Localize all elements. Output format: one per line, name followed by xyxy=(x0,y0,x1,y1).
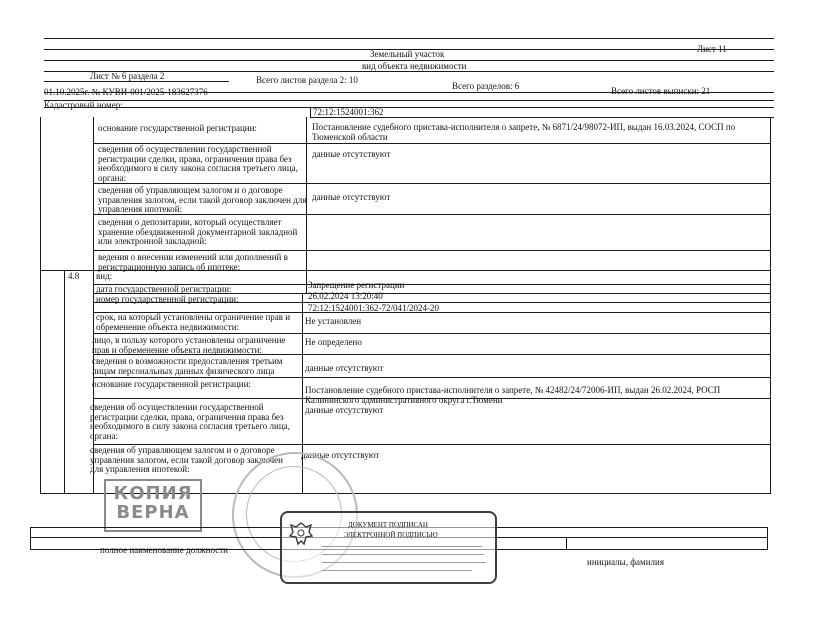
block1-value-0: Постановление судебного пристава-исполнителя о запрете, № 6871/24/98072-ИП, выдан 16.03.2024, СОСП по Тюменской области xyxy=(312,122,736,142)
cadastral-label: Кадастровый номер: xyxy=(44,100,123,110)
initials-label: инициалы, фамилия xyxy=(587,557,664,567)
block2-label-2: номер государственной регистрации: xyxy=(96,294,239,304)
block1-label-2: сведения об управляющем залогом и о договоре управления залогом, если такой договор заключен для управления ипотекой: xyxy=(98,185,307,214)
block2-value-1: 26.02.2024 13:20:40 xyxy=(308,291,383,301)
block1-value-1: данные отсутствуют xyxy=(312,149,391,159)
total-sheets-section: Всего листов раздела 2: 10 xyxy=(256,75,358,85)
emblem-icon xyxy=(288,520,314,548)
total-sections: Всего разделов: 6 xyxy=(452,81,520,91)
block2-label-7: сведения об осуществлении государственной регистрации сделки, права, ограничения права без необходимого в силу закона согласия третьего лица, органа: xyxy=(90,402,290,441)
item-number: 4.8 xyxy=(68,271,80,281)
block1-label-4: ведения о внесении изменений или дополнений в регистрационную запись об ипотеке: xyxy=(98,252,288,272)
block1-label-0: основание государственной регистрации: xyxy=(98,123,257,133)
block2-value-2: 72:12:1524001:362-72/041/2024-20 xyxy=(308,303,439,313)
block2-value-6: Постановление судебного пристава-исполнителя о запрете, № 42482/24/72006-ИП, выдан 26.02.2024, РОСП Калининского административного округа г.Тюмени xyxy=(305,385,721,405)
block1-value-2: данные отсутствуют xyxy=(312,192,391,202)
block2-value-5: данные отсутствуют xyxy=(305,363,384,373)
block2-label-5: сведения о возможности предоставления третьим лицам персональных данных физического лица xyxy=(92,356,283,376)
total-sheets-extract: Всего листов выписки: 21 xyxy=(611,86,711,96)
block1-label-1: сведения об осуществлении государственной регистрации сделки, права, ограничения права без необходимого в силу закона согласия третьего лица, органа: xyxy=(98,144,298,183)
block2-value-4: Не определено xyxy=(305,337,362,347)
cadastral-number: 72:12:1524001:362 xyxy=(313,107,384,117)
copy-certified-stamp xyxy=(104,479,202,532)
electronic-signature-stamp xyxy=(280,511,497,584)
block2-label-3: срок, на который установлены ограничение прав и обременение объекта недвижимости: xyxy=(96,312,291,332)
block2-label-1: дата государственной регистрации: xyxy=(96,284,232,294)
block1-label-3: сведения о депозитарии, который осуществляет хранение обездвиженной документарной закладной или электронной закладной: xyxy=(98,217,298,246)
block2-value-8: данные отсутствуют xyxy=(301,450,380,460)
block2-value-7: данные отсутствуют xyxy=(305,405,384,415)
position-label: полное наименование должности xyxy=(100,545,228,555)
block2-value-0: Запрещение регистрации xyxy=(308,280,405,290)
copy-stamp-line1: КОПИЯ xyxy=(113,483,193,504)
esign-title-1: ДОКУМЕНТ ПОДПИСАН xyxy=(348,521,428,529)
extract-date-number: 01.10.2025г. № КУВИ-001/2025-183627376 xyxy=(44,87,208,97)
block2-value-3: Не установлен xyxy=(305,316,362,326)
document-subtitle: вид объекта недвижимости xyxy=(362,61,467,71)
section-sheet: Лист № 6 раздела 2 xyxy=(90,71,165,81)
block2-label-4: лицо, в пользу которого установлены ограничение прав и обременение объекта недвижимости: xyxy=(92,335,286,355)
sheet-number: Лист 11 xyxy=(697,44,727,54)
esign-details-lines xyxy=(322,543,488,577)
esign-title-2: ЭЛЕКТРОННОЙ ПОДПИСЬЮ xyxy=(344,531,438,539)
block2-label-0: вид: xyxy=(96,271,113,281)
copy-stamp-line2: ВЕРНА xyxy=(116,502,190,523)
block2-label-8: сведения об управляющем залогом и о договоре управления залогом, если такой договор заключен для управления ипотекой: xyxy=(90,445,283,474)
document-title: Земельный участок xyxy=(370,49,445,59)
block2-label-6: основание государственной регистрации: xyxy=(92,379,251,389)
